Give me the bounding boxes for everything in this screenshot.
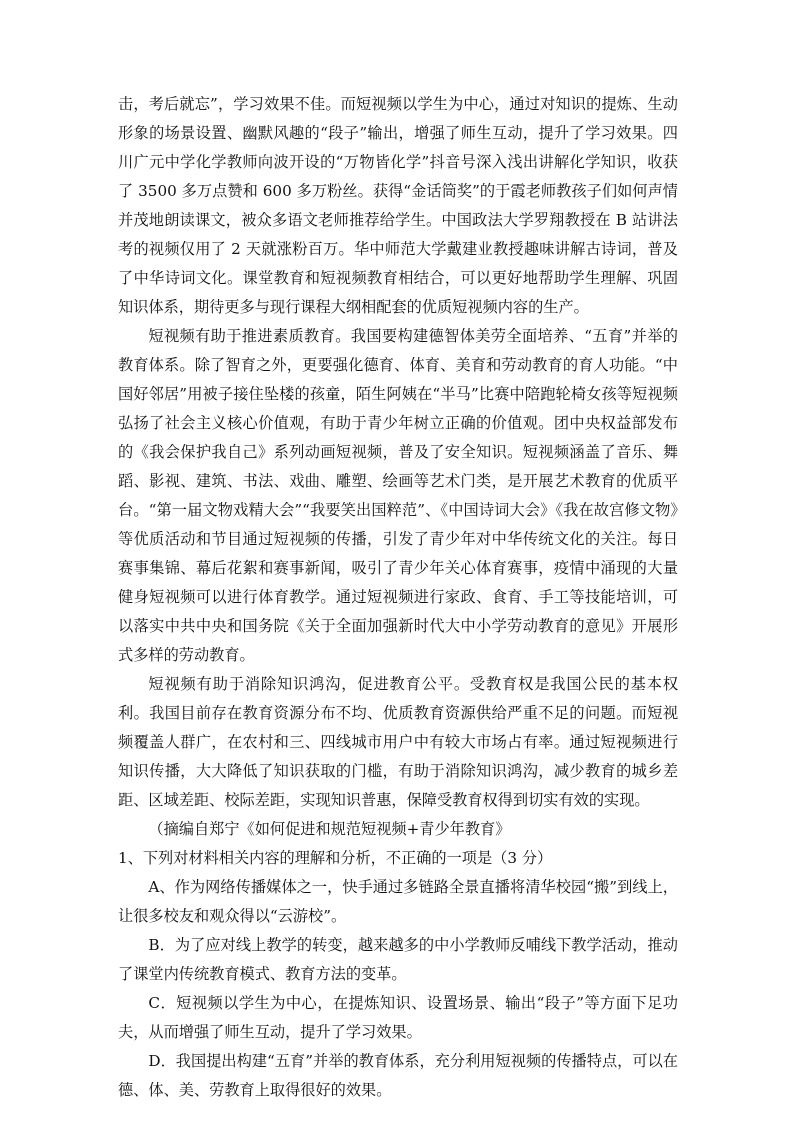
question-title: 1、下列对材料相关内容的理解和分析，不正确的一项是（3 分）	[118, 849, 553, 867]
option-b: B．为了应对线上教学的转变，越来越多的中小学教师反哺线下教学活动，推动了课堂内传统教育模式、教育方法的变革。	[118, 936, 678, 983]
paragraph-2: 短视频有助于推进素质教育。我国要构建德智体美劳全面培养、“五育”并举的教育体系。除了智育之外，更要强化德育、体育、美育和劳动教育的育人功能。“中国好邻居”用被子接住坠楼的孩童，陌生阿姨在“半马”比赛中陪跑轮椅女孩等短视频弘扬了社会主义核心价值观，有助于青少年树立正确的价值观。团中央权益部发布的《我会保护我自己》系列动画短视频，普及了安全知识。短视频涵盖了音乐、舞蹈、影视、建筑、书法、戏曲、雕塑、绘画等艺术门类，是开展艺术教育的优质平台。“第一届文物戏精大会”“我要笑出国粹范”、《中国诗词大会》《我在故宫修文物》等优质活动和节目通过短视频的传播，引发了青少年对中华传统文化的关注。每日赛事集锦、幕后花絮和赛事新闻，吸引了青少年关心体育赛事，疫情中涌现的大量健身短视频可以进行体育教学。通过短视频进行家政、食育、手工等技能培训，可以落实中共中央和国务院《关于全面加强新时代大中小学劳动教育的意见》开展形式多样的劳动教育。	[118, 327, 678, 664]
document-page	[118, 90, 678, 1105]
option-c: C．短视频以学生为中心，在提炼知识、设置场景、输出“段子”等方面下足功夫，从而增强了师生互动，提升了学习效果。	[118, 994, 678, 1041]
paragraph-1: 击，考后就忘”，学习效果不佳。而短视频以学生为中心，通过对知识的提炼、生动形象的场景设置、幽默风趣的“段子”输出，增强了师生互动，提升了学习效果。四川广元中学化学教师向波开设的“万物皆化学”抖音号深入浅出讲解化学知识，收获了 3500 多万点赞和 600 多万粉丝。获得“金话筒奖”的于霞老师教孩子们如何声情并茂地朗读课文，被众多语文老师推荐给学生。中国政法大学罗翔教授在 B 站讲法考的视频仅用了 2 天就涨粉百万。华中师范大学戴建业教授趣味讲解古诗词，普及了中华诗词文化。课堂教育和短视频教育相结合，可以更好地帮助学生理解、巩固知识体系，期待更多与现行课程大纲相配套的优质短视频内容的生产。	[118, 95, 678, 316]
option-a: A、作为网络传播媒体之一，快手通过多链路全景直播将清华校园“搬”到线上，让很多校友和观众得以“云游校”。	[118, 878, 678, 925]
option-d: D．我国提出构建“五育”并举的教育体系，充分利用短视频的传播特点，可以在德、体、美、劳教育上取得很好的效果。	[118, 1052, 678, 1099]
paragraph-3: 短视频有助于消除知识鸿沟，促进教育公平。受教育权是我国公民的基本权利。我国目前存在教育资源分布不均、优质教育资源供给严重不足的问题。而短视频覆盖人群广，在农村和三、四线城市用户中有较大市场占有率。通过短视频进行知识传播，大大降低了知识获取的门槛，有助于消除知识鸿沟，减少教育的城乡差距、区域差距、校际差距，实现知识普惠，保障受教育权得到切实有效的实现。	[118, 675, 678, 809]
source-citation: （摘编自郑宁《如何促进和规范短视频+青少年教育》	[148, 820, 511, 838]
